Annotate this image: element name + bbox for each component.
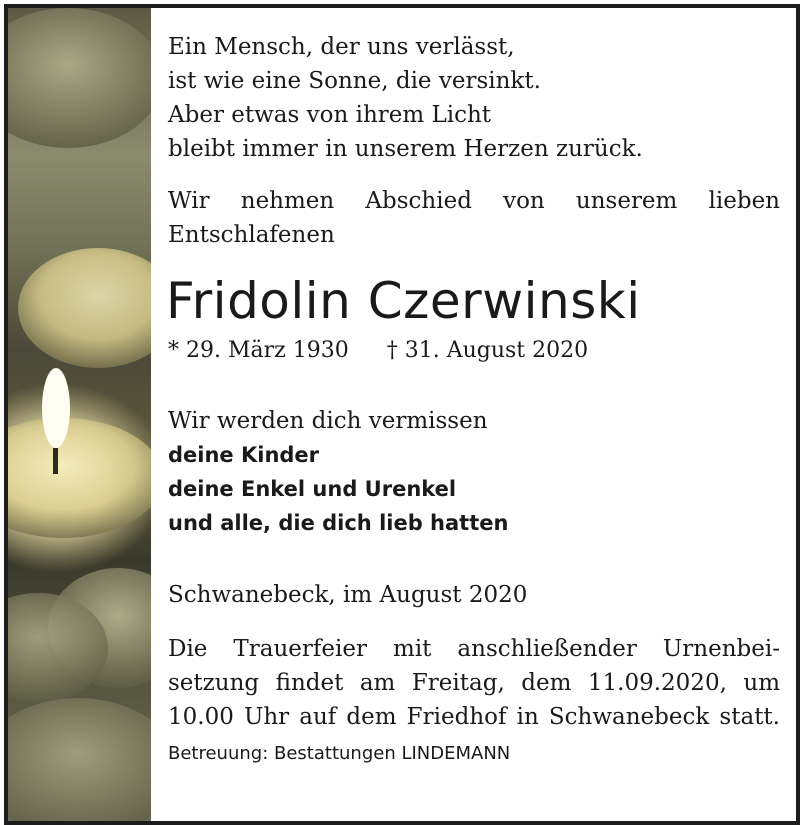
death-date: † 31. August 2020: [386, 338, 589, 363]
life-dates: [168, 336, 780, 366]
mourner-line: und alle, die dich lieb hatten: [168, 511, 509, 535]
candle-illustration: [8, 8, 151, 821]
intro: [168, 184, 780, 252]
place-date: Schwanebeck, im August 2020: [168, 582, 528, 608]
obituary-text: [168, 30, 780, 768]
poem-line: Aber etwas von ihrem Licht: [168, 102, 492, 128]
intro-line: Entschlafenen: [168, 222, 335, 248]
poem-line: bleibt immer in unserem Herzen zurück.: [168, 136, 643, 162]
poem: [168, 30, 780, 166]
mourners: [168, 404, 780, 540]
obituary-frame: [4, 4, 800, 825]
mourner-line: deine Enkel und Urenkel: [168, 477, 457, 501]
mourners-lead: Wir werden dich vermissen: [168, 408, 488, 434]
care-notice: Betreuung: Bestattungen LINDEMANN: [168, 743, 511, 764]
wick-icon: [53, 448, 58, 474]
poem-line: Ein Mensch, der uns verlässt,: [168, 34, 515, 60]
funeral-line: setzung findet am Freitag, dem 11.09.2020, um: [168, 670, 780, 696]
mourner-line: deine Kinder: [168, 443, 320, 467]
poem-line: ist wie eine Sonne, die versinkt.: [168, 68, 541, 94]
flame-icon: [42, 368, 70, 448]
funeral-notice: [168, 632, 780, 734]
candle-photo: [8, 8, 151, 821]
birth-date: * 29. März 1930: [168, 338, 349, 363]
funeral-line: Die Trauerfeier mit anschließender Urnenbei-: [168, 636, 780, 662]
intro-line: Wir nehmen Abschied von unserem lieben: [168, 188, 780, 214]
deceased-name: Fridolin Czerwinski: [166, 272, 641, 330]
funeral-line: 10.00 Uhr auf dem Friedhof in Schwanebeck statt.: [168, 704, 780, 730]
